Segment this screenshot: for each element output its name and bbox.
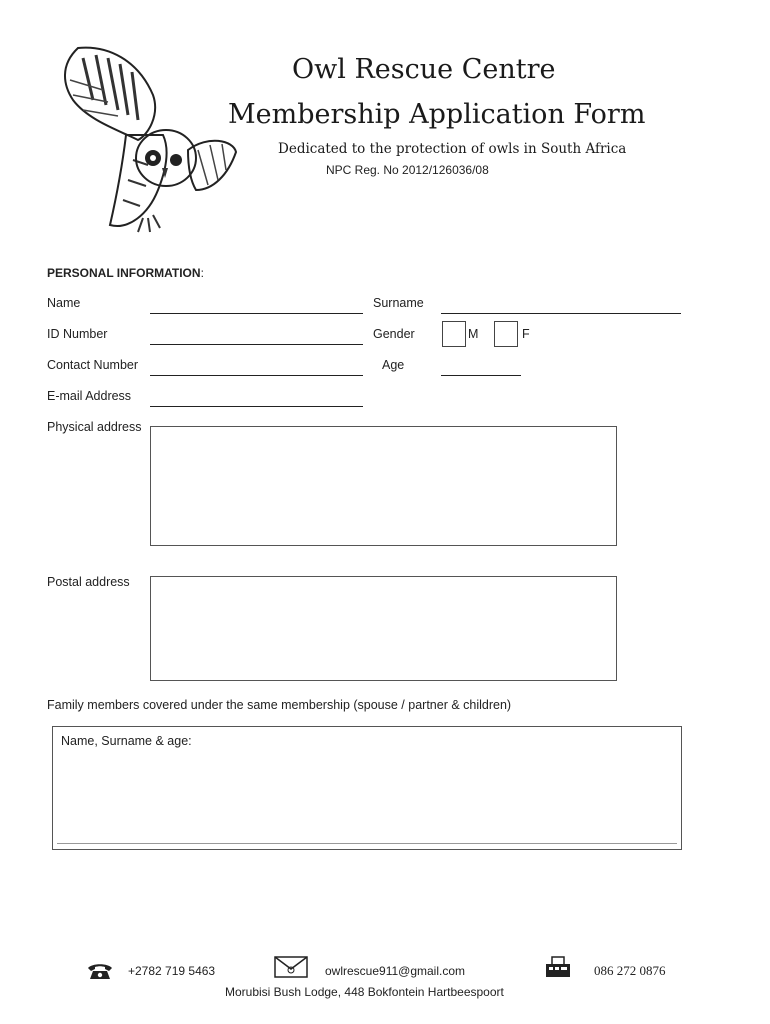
- family-members-intro: Family members covered under the same membership (spouse / partner & children): [47, 698, 512, 712]
- family-box-inner-line: [57, 843, 677, 844]
- gender-m-checkbox[interactable]: [442, 321, 466, 347]
- id-number-label: ID Number: [47, 327, 108, 341]
- surname-field[interactable]: [441, 313, 681, 314]
- footer-phone: +2782 719 5463: [128, 964, 216, 978]
- title-line1: Owl Rescue Centre: [292, 54, 556, 85]
- id-number-field[interactable]: [150, 344, 363, 345]
- fax-icon: [544, 956, 572, 978]
- physical-address-box[interactable]: [150, 426, 617, 546]
- npc-reg: NPC Reg. No 2012/126036/08: [326, 163, 489, 177]
- email-label: E-mail Address: [47, 389, 132, 403]
- email-field[interactable]: [150, 406, 363, 407]
- gender-label: Gender: [373, 327, 415, 341]
- gender-f-label: F: [522, 327, 530, 341]
- tagline: Dedicated to the protection of owls in South Africa: [278, 141, 627, 157]
- telephone-icon: [86, 962, 114, 980]
- physical-address-label: Physical address: [47, 420, 142, 434]
- footer-fax: 086 272 0876: [594, 963, 666, 978]
- family-box-label: Name, Surname & age:: [61, 734, 192, 748]
- name-label: Name: [47, 296, 81, 310]
- contact-number-label: Contact Number: [47, 358, 139, 372]
- section-title-text: PERSONAL INFORMATION: [47, 266, 201, 280]
- envelope-icon: [274, 956, 308, 978]
- surname-label: Surname: [373, 296, 424, 310]
- family-members-box[interactable]: [52, 726, 682, 850]
- section-title-colon: :: [200, 266, 204, 280]
- title-line2: Membership Application Form: [228, 99, 646, 130]
- footer-email: owlrescue911@gmail.com: [325, 964, 466, 978]
- postal-address-label: Postal address: [47, 575, 130, 589]
- age-label: Age: [382, 358, 405, 372]
- footer-address: Morubisi Bush Lodge, 448 Bokfontein Hartbeespoort: [225, 985, 504, 999]
- name-field[interactable]: [150, 313, 363, 314]
- owl-logo-icon: [48, 40, 238, 235]
- postal-address-box[interactable]: [150, 576, 617, 681]
- age-field[interactable]: [441, 375, 521, 376]
- personal-section-title: [47, 266, 204, 280]
- gender-m-label: M: [468, 327, 479, 341]
- contact-number-field[interactable]: [150, 375, 363, 376]
- gender-f-checkbox[interactable]: [494, 321, 518, 347]
